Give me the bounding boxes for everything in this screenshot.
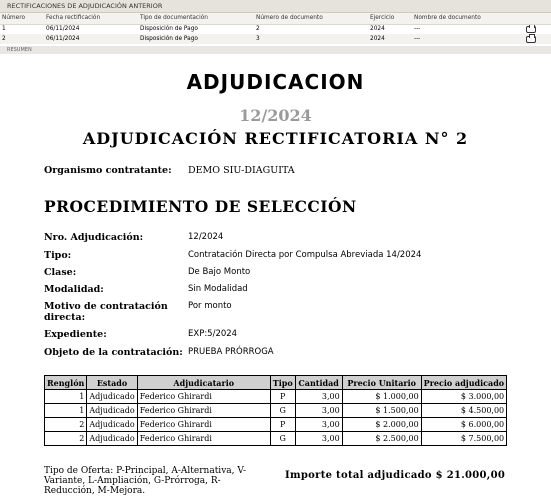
- cell-numero-doc: 2: [256, 26, 260, 33]
- field-label: Expediente:: [44, 329, 107, 340]
- col-estado: Estado: [87, 376, 137, 390]
- cell-ejercicio: 2024: [370, 26, 385, 33]
- rectifications-header-row: [0, 13, 551, 24]
- cell-numero: 2: [2, 36, 6, 42]
- total-amount: Importe total adjudicado $ 21.000,00: [285, 470, 506, 481]
- items-table: [44, 375, 507, 446]
- organismo-value: DEMO SIU-DIAGUITA: [188, 165, 295, 176]
- rectifications-table: [0, 13, 551, 44]
- col-tipo: Tipo: [270, 376, 295, 390]
- cell-precio-adjudicado: $ 3.000,00: [421, 390, 506, 404]
- cell-renglon: 2: [45, 418, 87, 432]
- field-value: De Bajo Monto: [188, 267, 251, 277]
- panel-title: RECTIFICACIONES DE ADJUDICACIÓN ANTERIOR: [0, 0, 551, 13]
- document-subtitle: ADJUDICACIÓN RECTIFICATORIA N° 2: [82, 129, 469, 148]
- cell-estado: Adjudicado: [87, 390, 137, 404]
- field-value: PRUEBA PRÓRROGA: [188, 347, 274, 357]
- col-precio-adjudicado: Precio adjudicado: [421, 376, 506, 390]
- cell-nombre-doc: ---: [414, 26, 421, 33]
- cell-tipo-doc: Disposición de Pago: [140, 26, 198, 33]
- col-renglon: Renglón: [45, 376, 87, 390]
- col-fecha: Fecha rectificación: [44, 13, 138, 24]
- cell-ejercicio: 2024: [370, 36, 385, 42]
- cell-estado: Adjudicado: [87, 404, 137, 418]
- rectifications-panel: [0, 0, 551, 13]
- cell-estado: Adjudicado: [87, 432, 137, 446]
- col-precio-unitario: Precio Unitario: [342, 376, 421, 390]
- cell-cantidad: 3,00: [295, 404, 342, 418]
- organismo-label: Organismo contratante:: [44, 165, 172, 176]
- cell-precio-adjudicado: $ 4.500,00: [421, 404, 506, 418]
- cell-adjudicatario: Federico Ghirardi: [137, 418, 270, 432]
- table-row: [45, 404, 507, 418]
- cell-precio-unitario: $ 2.000,00: [342, 418, 421, 432]
- print-icon[interactable]: [526, 36, 536, 43]
- section-title: PROCEDIMIENTO DE SELECCIÓN: [44, 197, 357, 216]
- cell-fecha: 06/11/2024: [46, 26, 80, 33]
- field-value: Por monto: [188, 301, 232, 311]
- cell-nombre-doc: ---: [414, 36, 421, 42]
- cell-tipo: G: [270, 404, 295, 418]
- cell-renglon: 1: [45, 404, 87, 418]
- cell-cantidad: 3,00: [295, 432, 342, 446]
- cell-tipo: P: [270, 390, 295, 404]
- col-tipo-doc: Tipo de documentación: [138, 13, 254, 24]
- cell-precio-unitario: $ 2.500,00: [342, 432, 421, 446]
- table-row: [45, 432, 507, 446]
- cell-renglon: 2: [45, 432, 87, 446]
- cell-tipo-doc: Disposición de Pago: [140, 36, 198, 42]
- col-cantidad: Cantidad: [295, 376, 342, 390]
- field-value: Contratación Directa por Compulsa Abreviada 14/2024: [188, 250, 422, 260]
- col-actions: [524, 13, 551, 24]
- col-nombre-doc: Nombre de documento: [412, 13, 524, 24]
- cell-adjudicatario: Federico Ghirardi: [137, 432, 270, 446]
- cell-precio-unitario: $ 1.500,00: [342, 404, 421, 418]
- cell-precio-unitario: $ 1.000,00: [342, 390, 421, 404]
- cell-tipo: G: [270, 432, 295, 446]
- cell-actions: [524, 24, 551, 34]
- document-title: ADJUDICACION: [186, 70, 365, 94]
- cell-adjudicatario: Federico Ghirardi: [137, 404, 270, 418]
- table-row: [0, 34, 551, 44]
- cell-numero: 1: [2, 26, 6, 33]
- resumen-header[interactable]: RESUMEN: [0, 46, 551, 54]
- table-row: [0, 24, 551, 34]
- cell-estado: Adjudicado: [87, 418, 137, 432]
- cell-cantidad: 3,00: [295, 390, 342, 404]
- col-numero-doc: Número de documento: [254, 13, 368, 24]
- cell-precio-adjudicado: $ 7.500,00: [421, 432, 506, 446]
- col-ejercicio: Ejercicio: [368, 13, 412, 24]
- cell-adjudicatario: Federico Ghirardi: [137, 390, 270, 404]
- field-label: Tipo:: [44, 250, 72, 261]
- field-value: 12/2024: [188, 232, 224, 242]
- field-label: Objeto de la contratación:: [44, 347, 183, 358]
- col-numero: Número: [0, 13, 44, 24]
- items-header-row: [45, 376, 507, 390]
- table-row: [45, 418, 507, 432]
- cell-precio-adjudicado: $ 6.000,00: [421, 418, 506, 432]
- field-label: Nro. Adjudicación:: [44, 232, 144, 243]
- cell-tipo: P: [270, 418, 295, 432]
- cell-cantidad: 3,00: [295, 418, 342, 432]
- cell-numero-doc: 3: [256, 36, 260, 42]
- field-label: Clase:: [44, 267, 77, 278]
- cell-actions: [524, 34, 551, 44]
- field-label: Motivo de contratación directa:: [44, 301, 168, 323]
- field-value: EXP:5/2024: [188, 329, 238, 339]
- cell-renglon: 1: [45, 390, 87, 404]
- cell-fecha: 06/11/2024: [46, 36, 80, 42]
- col-adjudicatario: Adjudicatario: [137, 376, 270, 390]
- print-icon[interactable]: [526, 26, 536, 33]
- field-label: Modalidad:: [44, 284, 104, 295]
- document-year: 12/2024: [239, 106, 312, 125]
- table-row: [45, 390, 507, 404]
- field-value: Sin Modalidad: [188, 284, 248, 294]
- offer-type-legend: Tipo de Oferta: P-Principal, A-Alternativa, V-Variante, L-Ampliación, G-Prórroga, R-Reducción, M-Mejora.: [44, 466, 247, 496]
